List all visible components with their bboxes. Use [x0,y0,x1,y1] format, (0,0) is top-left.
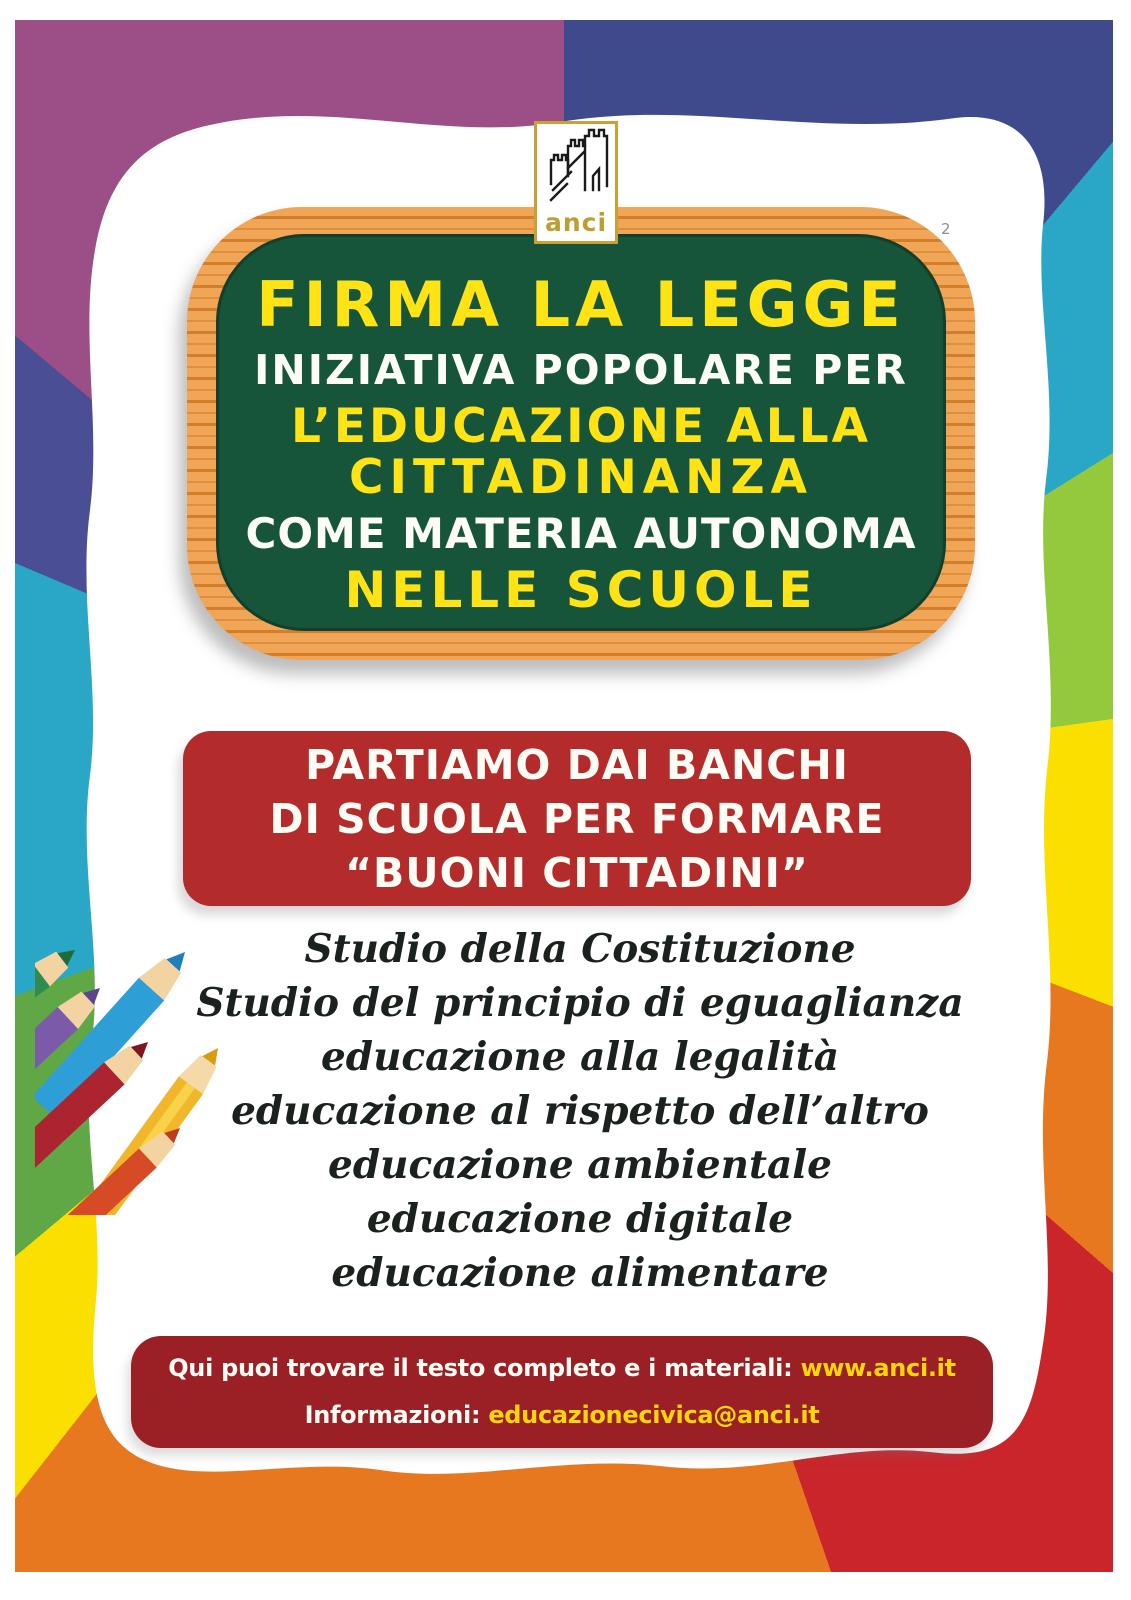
chalkboard [187,207,975,660]
topics-list [100,922,1060,1300]
claim-line-2: DI SCUOLA PER FORMARE [269,794,885,843]
email-address: educazionecivica@anci.it [488,1401,820,1429]
footer-line-2 [305,1392,820,1439]
topic-digitale: educazione digitale [366,1196,794,1242]
claim-line-1: PARTIAMO DAI BANCHI [305,740,849,789]
website-url: www.anci.it [800,1354,956,1382]
claim-box [183,731,971,906]
footer-line-1 [168,1345,956,1392]
board-line-educazione-alla: L’EDUCAZIONE ALLA [290,399,872,454]
footer-materials-label: Qui puoi trovare il testo completo e i materiali: [168,1354,793,1382]
board-line-nelle-scuole: NELLE SCUOLE [344,561,818,619]
chalkboard-surface [216,234,946,631]
footer-info-bar [131,1336,993,1448]
page-number: 2 [941,220,951,238]
claim-line-3: “BUONI CITTADINI” [345,848,809,897]
footer-info-label: Informazioni: [304,1401,481,1429]
topic-legalita: educazione alla legalità [320,1034,839,1080]
board-line-firma-la-legge: FIRMA LA LEGGE [256,268,906,341]
anci-logo-wordmark: anci [544,208,608,237]
topic-alimentare: educazione alimentare [331,1250,829,1296]
topic-rispetto: educazione al rispetto dell’altro [231,1088,929,1134]
anci-castle-icon [541,126,611,212]
board-line-materia-autonoma: COME MATERIA AUTONOMA [245,509,917,558]
board-line-cittadinanza: CITTADINANZA [349,450,813,505]
topic-costituzione: Studio della Costituzione [304,926,856,972]
anci-logo [534,121,618,244]
topic-eguaglianza: Studio del principio di eguaglianza [196,980,964,1026]
topic-ambientale: educazione ambientale [328,1142,832,1188]
board-line-iniziativa: INIZIATIVA POPOLARE PER [254,346,908,394]
